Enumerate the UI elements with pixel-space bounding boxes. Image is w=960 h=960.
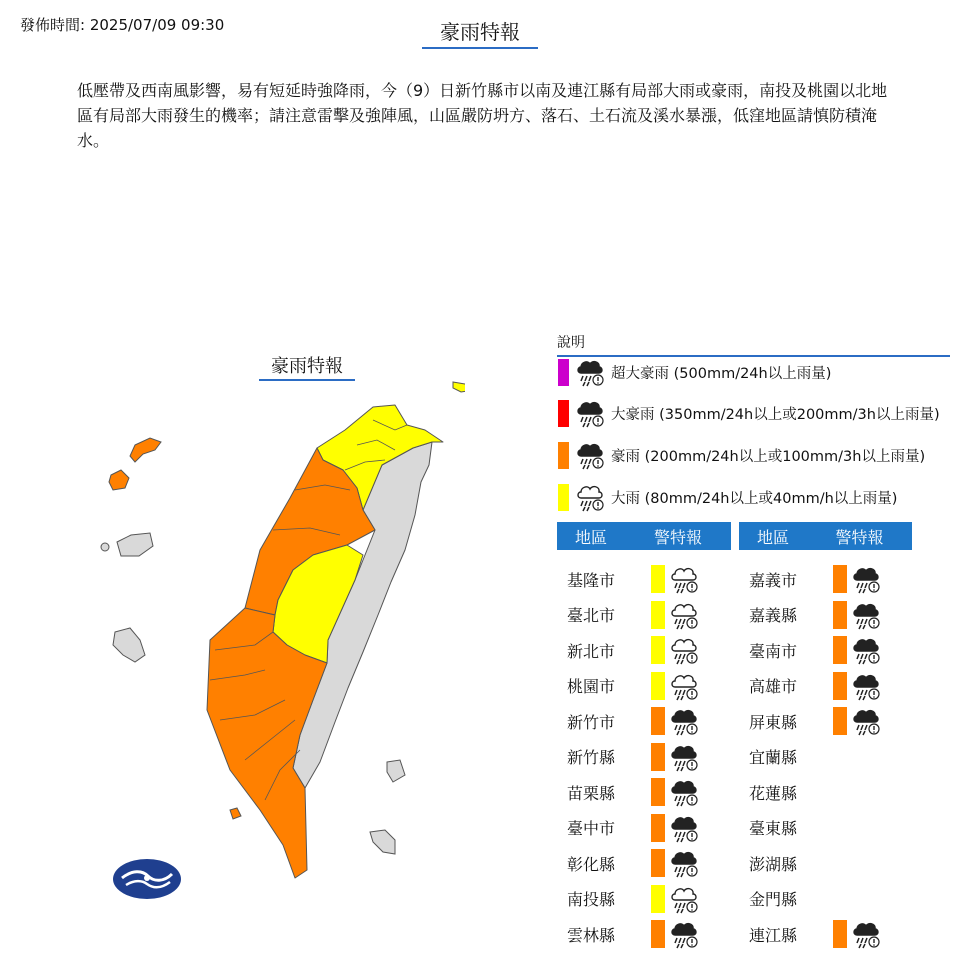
warning-swatch xyxy=(651,743,665,771)
heavy-torrential-rain-icon xyxy=(669,848,699,878)
map-island-orchid xyxy=(370,830,395,854)
warning-swatch xyxy=(651,778,665,806)
heavy-torrential-rain-icon xyxy=(851,919,881,949)
map-island-penghu xyxy=(113,628,145,662)
warning-swatch xyxy=(651,707,665,735)
heavy-rain-icon xyxy=(669,884,699,914)
warning-swatch xyxy=(833,672,847,700)
region-name: 高雄市 xyxy=(748,677,797,696)
heavy-torrential-rain-icon xyxy=(669,777,699,807)
legend-item xyxy=(558,398,940,428)
table-row xyxy=(739,740,807,774)
region-name: 臺中市 xyxy=(566,819,615,838)
warning-swatch xyxy=(651,849,665,877)
table-row xyxy=(739,846,807,880)
table-row xyxy=(557,562,699,596)
region-name: 新竹縣 xyxy=(566,748,615,767)
table-row xyxy=(739,704,881,738)
table-row xyxy=(557,846,699,880)
heavy-rain-icon xyxy=(669,564,699,594)
heavy-rain-icon xyxy=(669,600,699,630)
region-name: 嘉義市 xyxy=(748,570,797,590)
warning-swatch xyxy=(833,920,847,948)
warning-swatch xyxy=(651,814,665,842)
legend-item xyxy=(558,482,897,512)
issue-time: 發佈時間: 2025/07/09 09:30 xyxy=(20,16,225,34)
region-name: 新竹市 xyxy=(566,712,615,732)
region-name: 新北市 xyxy=(566,641,615,661)
table-row xyxy=(739,882,807,916)
legend-swatch xyxy=(558,359,569,386)
table-row xyxy=(739,775,807,809)
heavy-torrential-rain-icon xyxy=(669,706,699,736)
region-name: 南投縣 xyxy=(566,890,615,909)
page-title: 豪雨特報 xyxy=(422,16,538,49)
legend-swatch xyxy=(558,400,569,427)
map-island-liuqiu xyxy=(230,808,241,819)
warning-swatch xyxy=(833,601,847,629)
torrential-rain-icon xyxy=(575,398,605,428)
legend-item xyxy=(558,357,831,387)
table-row xyxy=(557,811,699,845)
warning-header: 警特報 xyxy=(835,527,884,547)
table-row xyxy=(739,562,881,596)
region-name: 桃園市 xyxy=(566,677,615,696)
cwa-logo xyxy=(112,858,182,900)
legend-label: 大雨 (80mm/24h以上或40mm/h以上雨量) xyxy=(611,490,898,507)
warning-swatch xyxy=(833,636,847,664)
table-row xyxy=(557,633,699,667)
table-row xyxy=(557,775,699,809)
region-header: 地區 xyxy=(574,527,607,547)
map-island-green xyxy=(387,760,405,782)
taiwan-warning-map xyxy=(95,370,465,880)
legend-swatch xyxy=(558,442,569,469)
legend-label: 大豪雨 (350mm/24h以上或200mm/3h以上雨量) xyxy=(611,406,940,423)
heavy-rain-icon xyxy=(575,482,605,512)
table-header-right xyxy=(739,522,912,550)
region-name: 金門縣 xyxy=(748,890,797,909)
region-name: 彰化縣 xyxy=(566,854,615,874)
heavy-torrential-rain-icon xyxy=(851,635,881,665)
table-row xyxy=(739,811,807,845)
map-island-kinmen xyxy=(117,533,153,556)
heavy-torrential-rain-icon xyxy=(851,706,881,736)
heavy-rain-icon xyxy=(669,635,699,665)
table-header-left xyxy=(557,522,731,550)
table-row xyxy=(557,598,699,632)
region-name: 臺東縣 xyxy=(748,819,797,838)
table-row xyxy=(557,669,699,703)
table-row xyxy=(739,633,881,667)
warning-swatch xyxy=(651,885,665,913)
extreme-rain-icon xyxy=(575,357,605,387)
warning-swatch xyxy=(651,920,665,948)
table-row xyxy=(739,598,881,632)
region-name: 基隆市 xyxy=(566,570,615,590)
heavy-torrential-rain-icon xyxy=(669,742,699,772)
warning-description: 低壓帶及西南風影響，易有短延時強降雨，今（9）日新竹縣市以南及連江縣有局部大雨或豪雨，南投及桃園以北地區有局部大雨發生的機率；請注意雷擊及強陣風，山區嚴防坍方、落石、土石流及溪水暴漲，低窪地區請慎防積淹水。 xyxy=(77,81,888,150)
map-title: 豪雨特報 xyxy=(259,352,355,381)
legend-swatch xyxy=(558,484,569,511)
map-island-turtle xyxy=(453,382,465,392)
region-name: 連江縣 xyxy=(748,925,797,945)
legend-label: 豪雨 (200mm/24h以上或100mm/3h以上雨量) xyxy=(611,448,926,465)
heavy-torrential-rain-icon xyxy=(669,813,699,843)
table-row xyxy=(557,882,699,916)
legend-item xyxy=(558,440,925,470)
region-name: 嘉義縣 xyxy=(748,606,797,625)
warning-swatch xyxy=(651,672,665,700)
region-name: 臺北市 xyxy=(566,606,615,625)
heavy-torrential-rain-icon xyxy=(575,440,605,470)
heavy-torrential-rain-icon xyxy=(669,919,699,949)
legend-title: 說明 xyxy=(557,332,950,357)
region-header: 地區 xyxy=(756,527,789,547)
table-row xyxy=(557,917,699,951)
table-row xyxy=(557,704,699,738)
table-row xyxy=(739,917,881,951)
warning-swatch xyxy=(651,601,665,629)
region-name: 雲林縣 xyxy=(566,925,615,945)
map-island-matsu-south xyxy=(109,470,129,490)
region-name: 澎湖縣 xyxy=(748,854,797,874)
region-name: 屏東縣 xyxy=(748,712,797,732)
warning-swatch xyxy=(833,565,847,593)
heavy-rain-icon xyxy=(669,671,699,701)
warning-swatch xyxy=(833,707,847,735)
warning-swatch xyxy=(651,636,665,664)
region-name: 臺南市 xyxy=(748,641,797,661)
heavy-torrential-rain-icon xyxy=(851,671,881,701)
region-name: 宜蘭縣 xyxy=(748,748,797,767)
table-row xyxy=(557,740,699,774)
heavy-torrential-rain-icon xyxy=(851,564,881,594)
table-row xyxy=(739,669,881,703)
region-name: 花蓮縣 xyxy=(748,783,797,803)
map-island-matsu-north xyxy=(130,438,161,462)
region-name: 苗栗縣 xyxy=(566,783,615,803)
warning-header: 警特報 xyxy=(653,527,702,547)
warning-swatch xyxy=(651,565,665,593)
legend-label: 超大豪雨 (500mm/24h以上雨量) xyxy=(611,365,832,382)
heavy-torrential-rain-icon xyxy=(851,600,881,630)
